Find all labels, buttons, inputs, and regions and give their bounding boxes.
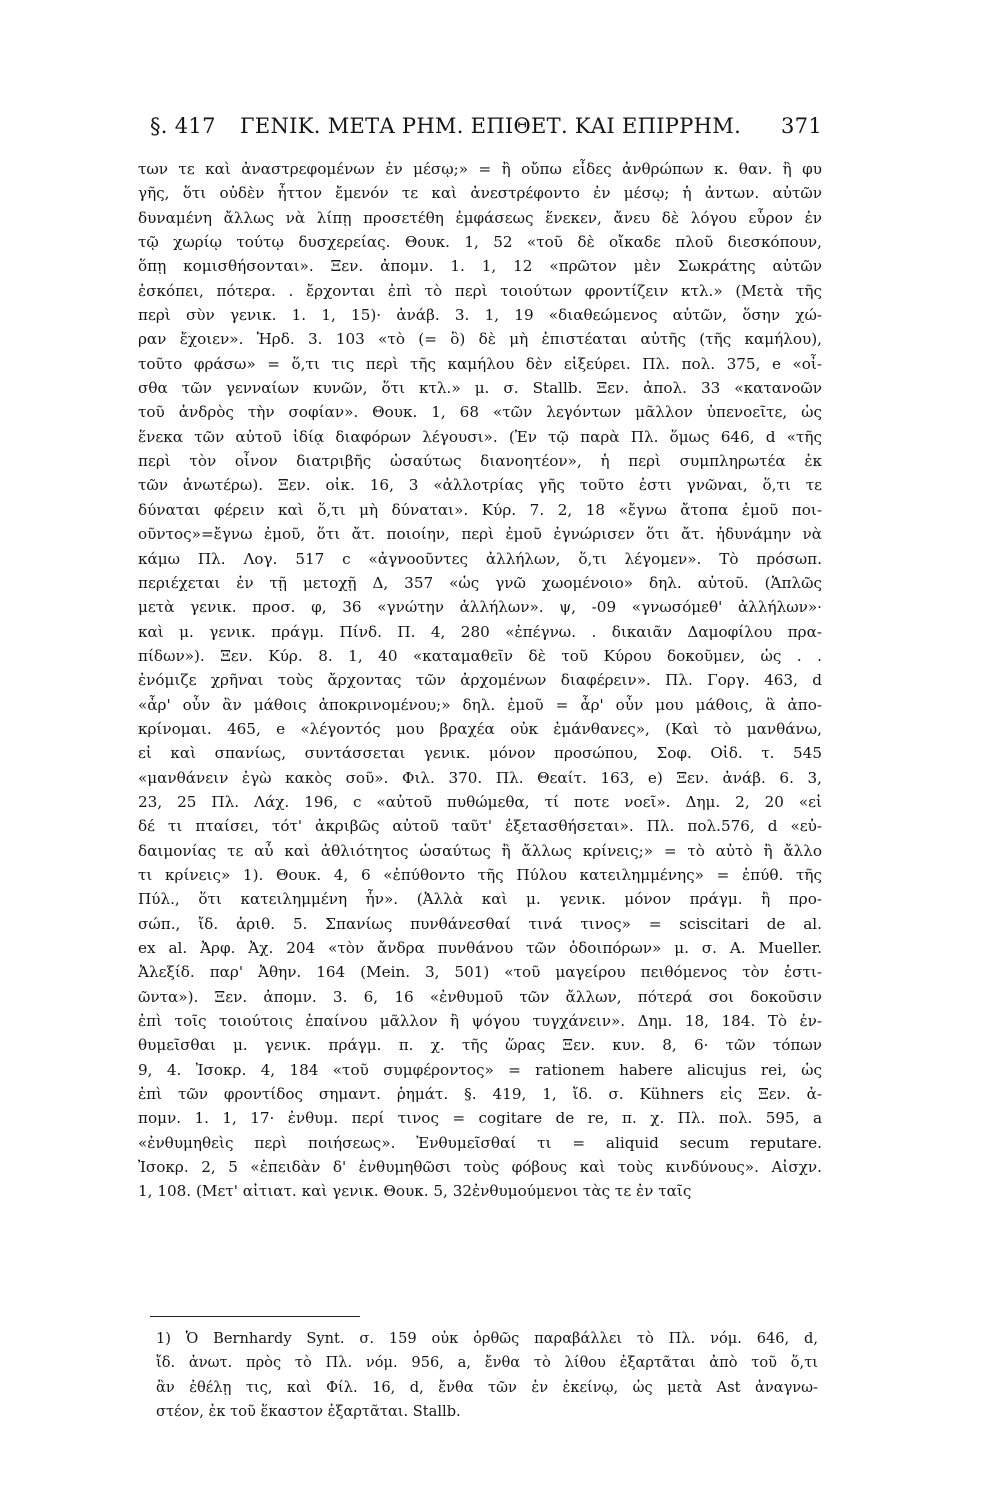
page-number: 371: [781, 114, 822, 138]
text-line: ἐπὶ τοῖς τοιούτοις ἐπαίνου μᾶλλον ἢ ψόγου τυγχάνειν». Δημ. 18, 184. Τὸ ἐν-: [138, 1012, 822, 1031]
text-line: Πύλ., ὅτι κατειλημμένη ἦν». (Ἀλλὰ καὶ μ. γενικ. μόνον πράγμ. ἢ προ-: [138, 890, 822, 909]
text-line: ῶντα»). Ξεν. ἀπομν. 3. 6, 16 «ἐνθυμοῦ τῶν ἄλλων, πότερά σοι δοκοῦσιν: [138, 987, 822, 1006]
main-text: [138, 157, 822, 1204]
text-line: τῷ χωρίῳ τούτῳ δυσχερείας. Θουκ. 1, 52 «τοῦ δὲ οἴκαδε πλοῦ διεσκόπουν,: [138, 233, 822, 252]
text-line: καὶ μ. γενικ. πράγμ. Πίνδ. Π. 4, 280 «ἐπέγνω. . δικαιᾶν Δαμοφίλου πρα-: [138, 622, 822, 641]
text-line: 1, 108. (Μετ' αἰτιατ. καὶ γενικ. Θουκ. 5, 32ἐνθυμούμενοι τὰς τε ἐν ταῖς: [138, 1182, 692, 1201]
text-line: κάμω Πλ. Λογ. 517 c «ἀγνοοῦντες ἀλλήλων, ὅ,τι λέγομεν». Τὸ πρόσωπ.: [138, 549, 822, 568]
text-line: 9, 4. Ἰσοκρ. 4, 184 «τοῦ συμφέροντος» = rationem habere alicujus rei, ὡς: [138, 1060, 822, 1079]
footnote-line: 1) Ὁ Bernhardy Synt. σ. 159 οὐκ ὀρθῶς παραβάλλει τὸ Πλ. νόμ. 646, d,: [156, 1330, 818, 1347]
text-line: εἰ καὶ σπανίως, συντάσσεται γενικ. μόνον προσώπου, Σοφ. Οἰδ. τ. 545: [138, 744, 822, 763]
running-header: [150, 114, 822, 154]
footnote-line: ἂν ἐθέλῃ τις, καὶ Φίλ. 16, d, ἔνθα τῶν ἐν ἐκείνῳ, ὡς μετὰ Ast ἀναγνω-: [156, 1378, 818, 1396]
section-number: §. 417: [150, 114, 216, 138]
text-line: 23, 25 Πλ. Λάχ. 196, c «αὐτοῦ πυθώμεθα, τί ποτε νοεῖ». Δημ. 2, 20 «εἰ: [138, 792, 822, 811]
text-line: «μανθάνειν ἐγὼ κακὸς σοῦ». Φιλ. 370. Πλ. Θεαίτ. 163, e) Ξεν. ἀνάβ. 6. 3,: [138, 768, 822, 787]
text-line: δύναται φέρειν καὶ ὅ,τι μὴ δύναται». Κύρ. 7. 2, 18 «ἔγνω ἄτοπα ἐμοῦ ποι-: [138, 500, 822, 519]
text-line: ἐπὶ τῶν φροντίδος σημαντ. ῥημάτ. §. 419, 1, ἴδ. σ. Kühners εἰς Ξεν. ἀ-: [138, 1085, 822, 1104]
text-line: σώπ., ἴδ. ἀριθ. 5. Σπανίως πυνθάνεσθαί τινά τινος» = sciscitari de al.: [138, 914, 822, 933]
text-line: μετὰ γενικ. προσ. φ, 36 «γνώτην ἀλλήλων». ψ, -09 «γνωσόμεθ' ἀλλήλων»·: [138, 598, 822, 617]
text-line: Ἰσοκρ. 2, 5 «ἐπειδὰν δ' ἐνθυμηθῶσι τοὺς φόβους καὶ τοὺς κινδύνους». Αἰσχν.: [138, 1158, 822, 1177]
text-line: τοῦ ἀνδρὸς τὴν σοφίαν». Θουκ. 1, 68 «τῶν λεγόντων μᾶλλον ὑπενοεῖτε, ὡς: [138, 403, 822, 422]
text-line: Ἀλεξίδ. παρ' Ἀθην. 164 (Mein. 3, 501) «τοῦ μαγείρου πειθόμενος τὸν ἑστι-: [138, 963, 822, 982]
text-line: ραν ἔχοιεν». Ἡρδ. 3. 103 «τὸ (= ὃ) δὲ μὴ ἐπιστέαται αὐτῆς (τῆς καμήλου),: [138, 330, 822, 349]
text-line: περὶ σὺν γενικ. 1. 1, 15)· ἀνάβ. 3. 1, 19 «διαθεώμενος αὐτῶν, ὅσην χώ-: [138, 306, 822, 325]
text-line: πίδων»). Ξεν. Κύρ. 8. 1, 40 «καταμαθεῖν δὲ τοῦ Κύρου δοκοῦμεν, ὡς . .: [138, 646, 822, 665]
text-line: κρίνομαι. 465, e «λέγοντός μου βραχέα οὐκ ἐμάνθανες», (Καὶ τὸ μανθάνω,: [138, 719, 822, 738]
text-line: ex al. Ἀρφ. Ἀχ. 204 «τὸν ἄνδρα πυνθάνου τῶν ὁδοιπόρων» μ. σ. A. Mueller.: [138, 939, 822, 957]
text-line: πομν. 1. 1, 17· ἐνθυμ. περί τινος = cogitare de re, π. χ. Πλ. πολ. 595, a: [138, 1109, 822, 1128]
text-line: δαιμονίας τε αὖ καὶ ἀθλιότητος ὡσαύτως ἢ ἄλλως κρίνεις;» = τὸ αὐτὸ ἢ ἄλλο: [138, 841, 822, 860]
text-line: ὅπῃ κομισθήσονται». Ξεν. ἀπομν. 1. 1, 12 «πρῶτον μὲν Σωκράτης αὐτῶν: [138, 257, 822, 276]
text-line: «ἐνθυμηθεὶς περὶ ποιήσεως». Ἐνθυμεῖσθαί τι = aliquid secum reputare.: [138, 1133, 822, 1152]
text-line: οῦντος»=ἔγνω ἐμοῦ, ὅτι ἄτ. ποιοίην, περὶ ἐμοῦ ἐγνώρισεν ὅτι ἄτ. ἠδυνάμην νὰ: [138, 525, 822, 544]
text-line: τοῦτο φράσω» = ὅ,τι τις περὶ τῆς καμήλου δὲν εἰξεύρει. Πλ. πολ. 375, e «οἶ-: [138, 354, 822, 373]
text-line: περιέχεται ἐν τῇ μετοχῇ Δ, 357 «ὡς γνῶ χωομένοιο» δηλ. αὐτοῦ. (Ἁπλῶς: [138, 573, 822, 592]
text-line: σθα τῶν γενναίων κυνῶν, ὅτι κτλ.» μ. σ. Stallb. Ξεν. ἀπολ. 33 «κατανοῶν: [138, 379, 822, 398]
text-line: τῶν ἀνωτέρω). Ξεν. οἰκ. 16, 3 «ἀλλοτρίας γῆς τοῦτο ἐστι γνῶναι, ὅ,τι τε: [138, 476, 822, 495]
text-line: τι κρίνεις» 1). Θουκ. 4, 6 «ἐπύθοντο τῆς Πύλου κατειλημμένης» = ἐπύθ. τῆς: [138, 865, 822, 884]
footnotes: [156, 1327, 818, 1425]
text-line: ἐσκόπει, πότερα. . ἔρχονται ἐπὶ τὸ περὶ τοιούτων φροντίζειν κτλ.» (Μετὰ τῆς: [138, 281, 822, 300]
running-title: ΓΕΝΙΚ. ΜΕΤΑ ΡΗΜ. ΕΠΙΘΕΤ. ΚΑΙ ΕΠΙΡΡΗΜ.: [240, 114, 742, 138]
footnote-line: στέον, ἐκ τοῦ ἕκαστον ἐξαρτᾶται. Stallb.: [156, 1403, 461, 1421]
text-line: των τε καὶ ἀναστρεφομένων ἐν μέσῳ;» = ἢ οὔπω εἶδες ἀνθρώπων κ. θαν. ἢ φυ: [138, 160, 822, 178]
footnote-divider: [150, 1316, 360, 1317]
text-line: δέ τι πταίσει, τότ' ἀκριβῶς αὐτοῦ ταῦτ' ἐξετασθήσεται». Πλ. πολ.576, d «εὐ-: [138, 817, 822, 836]
text-line: «ἆρ' οὖν ἂν μάθοις ἀποκρινομένου;» δηλ. ἐμοῦ = ἆρ' οὖν μου μάθοις, ἃ ἀπο-: [138, 695, 822, 714]
text-line: ἐνόμιζε χρῆναι τοὺς ἄρχοντας τῶν ἀρχομένων διαφέρειν». Πλ. Γοργ. 463, d: [138, 671, 822, 690]
text-line: ἕνεκα τῶν αὐτοῦ ἰδίᾳ διαφόρων λέγουσι». (Ἐν τῷ παρὰ Πλ. ὅμως 646, d «τῆς: [138, 427, 822, 446]
footnote-line: ἴδ. ἀνωτ. πρὸς τὸ Πλ. νόμ. 956, a, ἔνθα τὸ λίθου ἐξαρτᾶται ἀπὸ τοῦ ὅ,τι: [156, 1354, 818, 1372]
text-line: περὶ τὸν οἶνον διατριβῆς ὡσαύτως διανοητέον», ἡ περὶ συμπληρωτέα ἐκ: [138, 452, 822, 471]
text-line: γῆς, ὅτι οὐδὲν ἧττον ἔμενόν τε καὶ ἀνεστρέφοντο ἐν μέσῳ; ἡ ἀντων. αὐτῶν: [138, 184, 822, 203]
text-line: θυμεῖσθαι μ. γενικ. πράγμ. π. χ. τῆς ὥρας Ξεν. κυν. 8, 6· τῶν τόπων: [138, 1036, 822, 1055]
text-line: δυναμένη ἄλλως νὰ λίπῃ προσετέθη ἐμφάσεως ἕνεκεν, ἄνευ δὲ λόγου εὗρον ἐν: [138, 208, 822, 227]
